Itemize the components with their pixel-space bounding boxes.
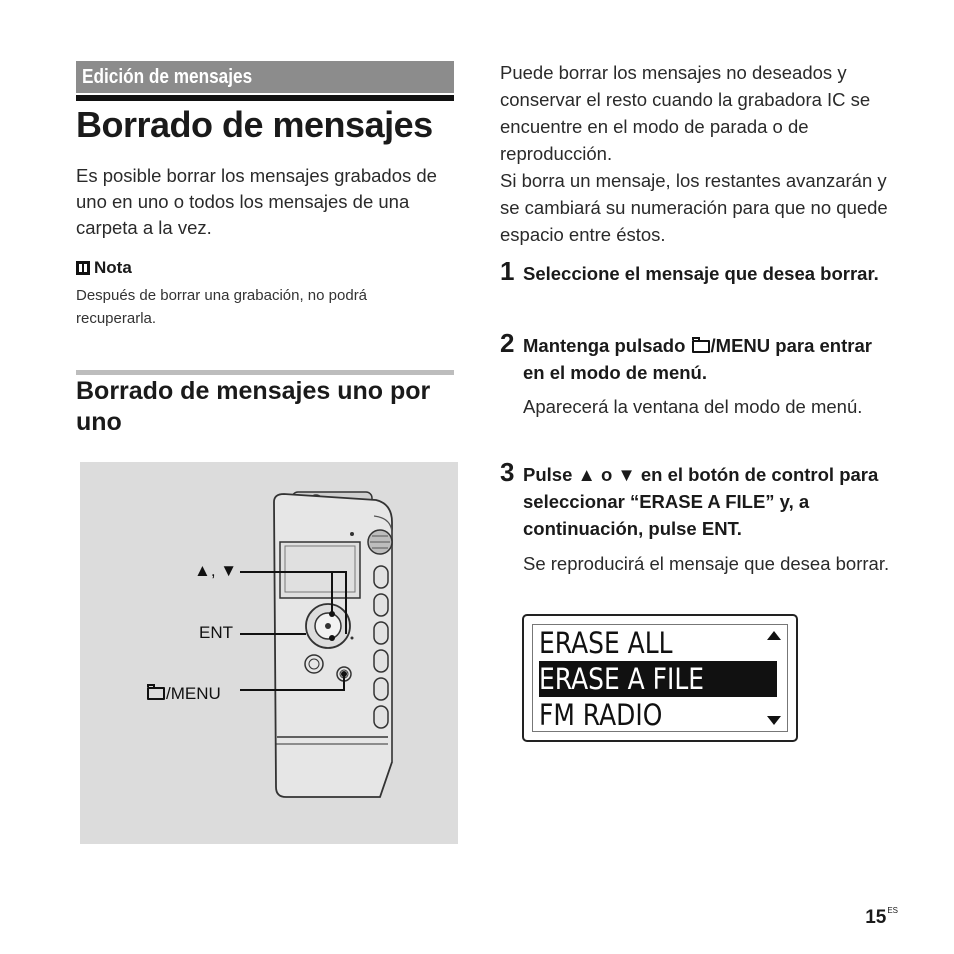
subsection-title: Borrado de mensajes uno por uno [76,377,431,436]
folder-icon [692,340,710,353]
step-1-text: Seleccione el mensaje que desea borrar. [523,263,879,284]
note-text: Después de borrar una grabación, no podrá recuperarla. [76,287,368,327]
description-para: Puede borrar los mensajes no deseados y conservar el resto cuando la grabadora IC se encuentre en el modo de parada o de reproducción. Si borra un mensaje, los restantes avanzarán y se cambiará su numeración para que no quede espacio entre éstos. [500,62,888,245]
menu-item-fm-radio: FM RADIO [539,698,663,732]
step-3-number: 3 [500,457,515,487]
step-2-number: 2 [500,328,515,358]
note-icon [76,261,90,275]
intro-text: Es posible borrar los mensajes grabados de uno en uno o todos los mensajes de una carpeta a la vez. [76,165,437,238]
scroll-up-icon [767,631,781,640]
device-figure [80,462,458,844]
step-3-text: Pulse ▲ o ▼ en el botón de control para seleccionar “ERASE A FILE” y, a continuación, pulse ENT. [523,464,879,539]
scroll-down-icon [767,716,781,725]
page-title: Borrado de mensajes [76,104,433,145]
folder-icon [147,687,165,700]
page-number: $15^{ES}$ [865,906,898,928]
menu-item-erase-a-file: ERASE A FILE [539,662,704,696]
section-tab: Edición de mensajes [76,61,454,93]
subsection-rule [76,370,454,375]
arrows-label: ▲, ▼ [194,561,238,580]
menu-item-erase-all: ERASE ALL [539,626,673,660]
step-2-text: Mantenga pulsado /MENU para entrar en el modo de menú. [523,335,872,383]
ic-recorder-illustration [80,462,458,844]
menu-display [522,614,798,742]
step-1-number: 1 [500,256,515,286]
ent-label: ENT [199,623,233,642]
title-rule [76,95,454,101]
step-3-desc: Se reproducirá el mensaje que desea borrar. [523,553,890,574]
menu-display-screen [532,624,788,732]
menu-label: /MENU [146,684,221,704]
step-2-desc: Aparecerá la ventana del modo de menú. [523,396,863,417]
note-heading: Nota [76,258,132,278]
